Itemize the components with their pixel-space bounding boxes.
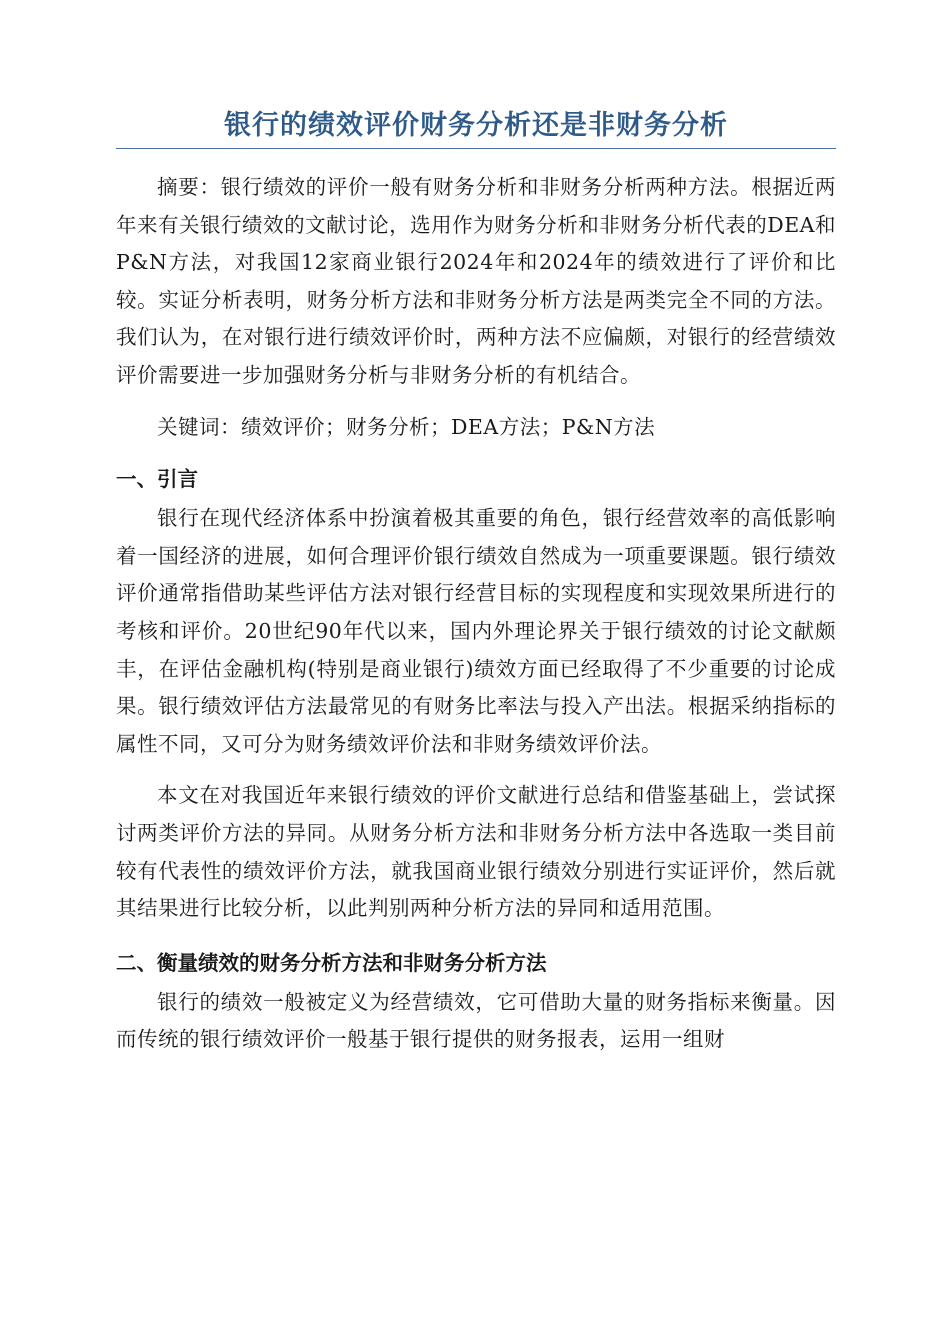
keywords-line: 关键词：绩效评价；财务分析；DEA方法；P&N方法	[157, 414, 656, 439]
page-title: 银行的绩效评价财务分析还是非财务分析	[224, 110, 728, 141]
title-underline	[116, 148, 836, 149]
methods-paragraph-1: 银行的绩效一般被定义为经营绩效，它可借助大量的财务指标来衡量。因而传统的银行绩效评价一般基于银行提供的财务报表，运用一组财	[116, 989, 836, 1052]
intro-paragraph-2: 本文在对我国近年来银行绩效的评价文献进行总结和借鉴基础上，尝试探讨两类评价方法的异同。从财务分析方法和非财务分析方法中各选取一类目前较有代表性的绩效评价方法，就我国商业银行绩效分别进行实证评价，然后就其结果进行比较分析，以此判别两种分析方法的异同和适用范围。	[116, 783, 836, 921]
section-heading-methods: 二、衡量绩效的财务分析方法和非财务分析方法	[116, 950, 547, 975]
document-page	[116, 108, 836, 1059]
intro-paragraph-1: 银行在现代经济体系中扮演着极其重要的角色，银行经营效率的高低影响着一国经济的进展，如何合理评价银行绩效自然成为一项重要课题。银行绩效评价通常指借助某些评估方法对银行经营目标的实现程度和实现效果所进行的考核和评价。20世纪90年代以来，国内外理论界关于银行绩效的讨论文献颇丰，在评估金融机构(特别是商业银行)绩效方面已经取得了不少重要的讨论成果。银行绩效评估方法最常见的有财务比率法与投入产出法。根据采纳指标的属性不同，又可分为财务绩效评价法和非财务绩效评价法。	[116, 506, 836, 756]
section-heading-introduction: 一、引言	[116, 467, 198, 492]
abstract-paragraph: 摘要：银行绩效的评价一般有财务分析和非财务分析两种方法。根据近两年来有关银行绩效的文献讨论，选用作为财务分析和非财务分析代表的DEA和P&N方法，对我国12家商业银行2024年和2024年的绩效进行了评价和比较。实证分析表明，财务分析方法和非财务分析方法是两类完全不同的方法。我们认为，在对银行进行绩效评价时，两种方法不应偏颇，对银行的经营绩效评价需要进一步加强财务分析与非财务分析的有机结合。	[116, 175, 836, 387]
